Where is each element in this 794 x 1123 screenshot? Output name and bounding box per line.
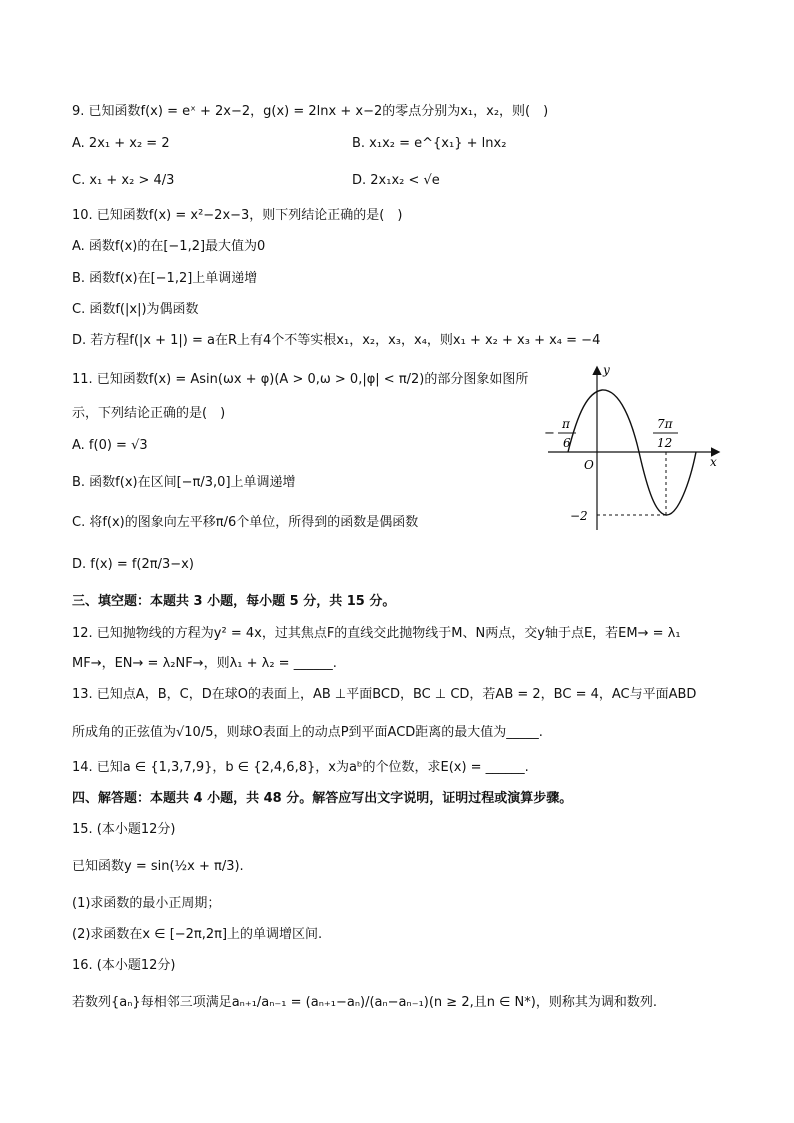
q11-option-c: C. 将f(x)的图象向左平移π/6个单位，所得到的函数是偶函数 <box>72 515 419 530</box>
right-tick-den: 12 <box>657 436 673 450</box>
q9-option-d: D. 2x₁x₂ < √e <box>352 173 440 188</box>
q11-option-d: D. f(x) = f(2π/3−x) <box>72 557 194 572</box>
q11-stem-line2: 示，下列结论正确的是( ) <box>72 406 226 421</box>
q10-stem: 10. 已知函数f(x) = x²−2x−3，则下列结论正确的是( ) <box>72 208 403 223</box>
q15-heading: 15. (本小题12分) <box>72 822 176 837</box>
q11-option-b: B. 函数f(x)在区间[−π/3,0]上单调递增 <box>72 475 296 490</box>
section-3-heading: 三、填空题：本题共 3 小题，每小题 5 分，共 15 分。 <box>72 594 396 609</box>
sine-graph <box>540 362 730 534</box>
origin-label: O <box>584 458 594 472</box>
q13-line2: 所成角的正弦值为√10/5，则球O表面上的动点P到平面ACD距离的最大值为_____. <box>72 725 543 740</box>
min-label: −2 <box>570 509 588 523</box>
q15-part-2: (2)求函数在x ∈ [−2π,2π]上的单调增区间. <box>72 927 323 942</box>
left-tick-minus: − <box>544 426 555 441</box>
right-tick-num: 7π <box>657 417 673 431</box>
q9-option-b: B. x₁x₂ = e^{x₁} + lnx₂ <box>352 136 507 151</box>
q10-option-c: C. 函数f(|x|)为偶函数 <box>72 302 199 317</box>
q15-stem: 已知函数y = sin(½x + π/3). <box>72 859 244 874</box>
left-tick-den: 6 <box>563 436 571 450</box>
q9-option-c: C. x₁ + x₂ > 4/3 <box>72 173 175 188</box>
q9-option-a: A. 2x₁ + x₂ = 2 <box>72 136 170 151</box>
q10-option-a: A. 函数f(x)的在[−1,2]最大值为0 <box>72 239 266 254</box>
section-4-heading: 四、解答题：本题共 4 小题，共 48 分。解答应写出文字说明，证明过程或演算步骤。 <box>72 791 573 806</box>
q13-line1: 13. 已知点A，B，C，D在球O的表面上，AB ⊥平面BCD，BC ⊥ CD，若AB = 2，BC = 4，AC与平面ABD <box>72 687 697 702</box>
q15-part-1: (1)求函数的最小正周期； <box>72 896 221 911</box>
q10-option-b: B. 函数f(x)在[−1,2]上单调递增 <box>72 271 258 286</box>
q12-line2: MF→，EN→ = λ₂NF→，则λ₁ + λ₂ = ______. <box>72 656 337 671</box>
left-tick-num: π <box>562 417 570 431</box>
question-14: 14. 已知a ∈ {1,3,7,9}，b ∈ {2,4,6,8}，x为aᵇ的个位数，求E(x) = ______. <box>72 760 529 775</box>
q16-heading: 16. (本小题12分) <box>72 958 176 973</box>
q12-line1: 12. 已知抛物线的方程为y² = 4x，过其焦点F的直线交此抛物线于M、N两点，交y轴于点E，若EM→ = λ₁ <box>72 626 681 641</box>
y-axis-label: y <box>603 363 610 377</box>
q11-stem-line1: 11. 已知函数f(x) = Asin(ωx + φ)(A > 0,ω > 0,|φ| < π/2)的部分图象如图所 <box>72 372 529 387</box>
q10-option-d: D. 若方程f(|x + 1|) = a在R上有4个不等实根x₁，x₂，x₃，x₄，则x₁ + x₂ + x₃ + x₄ = −4 <box>72 333 601 348</box>
q11-option-a: A. f(0) = √3 <box>72 438 148 453</box>
q9-stem: 9. 已知函数f(x) = eˣ + 2x−2，g(x) = 2lnx + x−2的零点分别为x₁，x₂，则( ) <box>72 104 549 119</box>
q16-stem: 若数列{aₙ}每相邻三项满足aₙ₊₁/aₙ₋₁ = (aₙ₊₁−aₙ)/(aₙ−aₙ₋₁)(n ≥ 2,且n ∈ N*)，则称其为调和数列. <box>72 995 657 1010</box>
x-axis-label: x <box>710 455 717 469</box>
